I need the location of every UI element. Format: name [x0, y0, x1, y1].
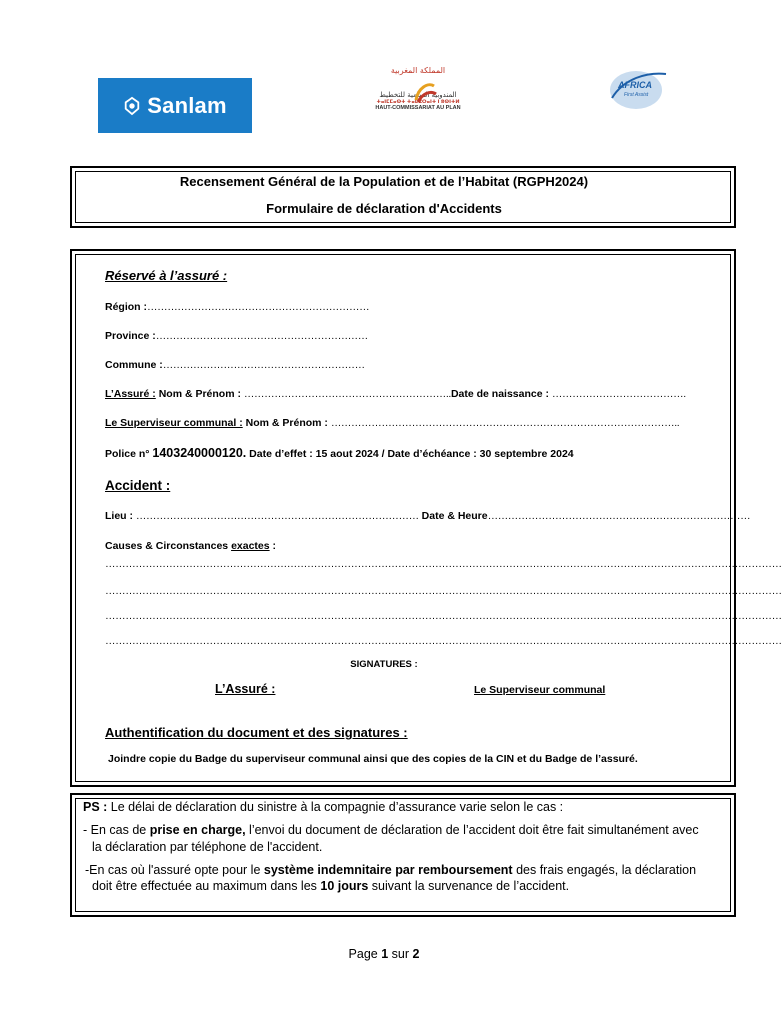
assure-nom-dots: ……………………………………………………..	[243, 388, 451, 400]
signatures-label: SIGNATURES :	[350, 659, 418, 670]
causes-colon: :	[269, 540, 277, 552]
ps-case-2-cont: doit être effectuée au maximum dans les 10 jours suivant la survenance de l’accident.	[92, 879, 570, 893]
date-heure-label: Date & Heure	[421, 510, 488, 522]
commune-label: Commune :	[105, 359, 163, 371]
ps-case-1: - En cas de prise en charge, l’envoi du document de déclaration de l’accident doit être fait simultanément avec	[83, 823, 699, 837]
sanlam-wordmark: Sanlam	[147, 92, 227, 118]
signature-superviseur[interactable]: Le Superviseur communal	[474, 684, 606, 696]
causes-line-2[interactable]: …………………………………………………………………………………………………………………………………………………………………………………	[105, 585, 782, 597]
commune-field[interactable]	[105, 359, 365, 371]
superviseur-nom-label: Nom & Prénom :	[245, 417, 328, 429]
systeme-indemnitaire: système indemnitaire par remboursement	[263, 863, 513, 877]
ps-intro-text: Le délai de déclaration du sinistre à la compagnie d’assurance varie selon le cas :	[107, 800, 564, 814]
commune-dots: ……………………………………………………	[162, 359, 365, 371]
assure-dob-label: Date de naissance :	[450, 388, 549, 400]
region-dots: …………………………………………………………	[147, 301, 370, 313]
assure-field[interactable]	[105, 388, 686, 400]
superviseur-dots: …………………………………………………………………………………………..	[330, 417, 680, 429]
africa-wordmark: AFRICA	[618, 80, 652, 90]
hcp-arabic-name: المندوبية السامية للتخطيط	[379, 91, 457, 99]
hcp-emblem-icon	[412, 80, 438, 106]
reserved-heading: Réservé à l’assuré :	[105, 268, 228, 283]
causes-line-3[interactable]: …………………………………………………………………………………………………………………………………………………………………………………	[105, 610, 782, 622]
signature-assure[interactable]: L’Assuré :	[215, 682, 276, 696]
sanlam-shield-icon	[123, 97, 141, 115]
causes-line-4[interactable]: …………………………………………………………………………………………………………………………………………………………………………………	[105, 635, 782, 647]
hcp-tifinagh: ⵜⴰⵏⵎⵎⴰⵙⵜ ⵜⴰⵎⵇⵔⴰⵏⵜ ⵏ ⵓⵙⵏⵜⵍ	[376, 99, 460, 105]
africa-globe-icon	[604, 68, 670, 112]
superviseur-field[interactable]	[105, 417, 679, 429]
region-label: Région :	[105, 301, 147, 313]
lieu-date-field[interactable]	[105, 510, 750, 522]
superviseur-label: Le Superviseur communal :	[105, 417, 243, 429]
ps-intro	[83, 800, 563, 814]
causes-line-1[interactable]: …………………………………………………………………………………………………………………………………………………………………………………	[105, 558, 782, 570]
authentication-heading: Authentification du document et des signatures :	[105, 725, 408, 740]
hcp-french-name: HAUT-COMMISSARIAT AU PLAN	[375, 105, 461, 111]
police-label: Police n°	[105, 448, 150, 460]
province-label: Province :	[105, 330, 156, 342]
hcp-arabic-kingdom: المملكة المغربية	[390, 66, 446, 75]
page-number: Page 1 sur 2	[348, 947, 420, 961]
ps-case-2: -En cas où l'assuré opte pour le système indemnitaire par remboursement des frais engagés, la déclaration	[85, 863, 697, 877]
page-title: Recensement Général de la Population et de l’Habitat (RGPH2024)	[179, 174, 589, 189]
ps-case-1-cont: la déclaration par téléphone de l'accident.	[92, 840, 323, 854]
causes-field	[105, 540, 276, 552]
province-field[interactable]	[105, 330, 368, 342]
causes-label: Causes & Circonstances	[105, 540, 229, 552]
police-dates: Date d’effet : 15 aout 2024 / Date d’échéance : 30 septembre 2024	[249, 448, 574, 460]
first-assist-wordmark: First Assist	[624, 92, 649, 98]
ps-label: PS :	[83, 800, 108, 814]
form-subtitle: Formulaire de déclaration d'Accidents	[266, 201, 502, 216]
province-dots: ………………………………………………………	[155, 330, 368, 342]
police-number: 1403240000120.	[152, 446, 247, 460]
ps-inner-border	[75, 798, 731, 912]
assure-dob-dots: ………………………………….	[551, 388, 686, 400]
causes-exactes: exactes	[231, 540, 270, 552]
assure-nom-label: Nom & Prénom :	[158, 388, 241, 400]
authentication-text: Joindre copie du Badge du superviseur communal ainsi que des copies de la CIN et du Badge de l’assuré.	[108, 753, 638, 765]
accident-heading: Accident :	[105, 478, 171, 493]
lieu-label: Lieu :	[105, 510, 133, 522]
hcp-logo	[368, 66, 468, 136]
sanlam-logo	[98, 78, 252, 133]
lieu-dots: …………………………………………………………………………	[135, 510, 419, 522]
ten-days: 10 jours	[320, 879, 369, 893]
assure-label: L’Assuré :	[105, 388, 156, 400]
prise-en-charge: prise en charge,	[149, 823, 246, 837]
police-info	[105, 446, 574, 460]
date-heure-dots: ……………………………………………………………………	[487, 510, 751, 522]
africa-first-assist-logo	[604, 68, 670, 112]
region-field[interactable]	[105, 301, 369, 313]
